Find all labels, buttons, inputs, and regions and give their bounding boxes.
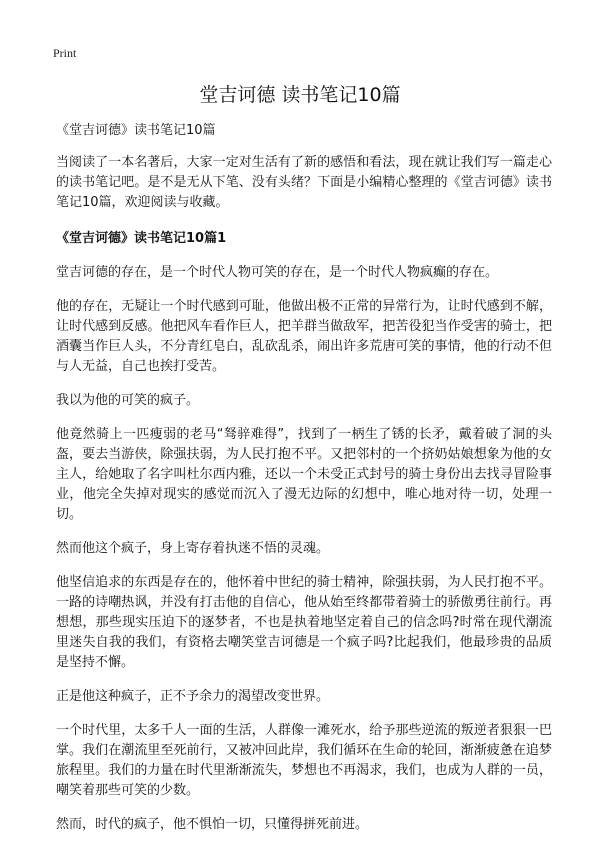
paragraph: 他竟然骑上一匹瘦弱的老马“驽骍难得”，找到了一柄生了锈的长矛，戴着破了洞的头盔，要去当游侠，除强扶弱，为人民打抱不平。又把邻村的一个挤奶姑娘想象为他的女主人，给她取了名字叫杜尔西内雅，还以一个未受正式封号的骑士身份出去找寻冒险事业，他完全失掉对现实的感觉而沉入了漫无边际的幻想中，唯心地对待一切，处理一切。 [56,427,552,522]
paragraph: 他的存在，无疑让一个时代感到可耻，他做出极不正常的异常行为，让时代感到不解，让时代感到反感。他把风车看作巨人，把羊群当做敌军，把苦役犯当作受害的骑士，把酒囊当作巨人头，不分青红皂白，乱砍乱杀，闹出许多荒唐可笑的事情，他的行动不但与人无益，自己也挨打受苦。 [56,299,552,374]
section-heading: 《堂吉诃德》读书笔记10篇1 [56,231,227,246]
paragraph: 一个时代里，太多千人一面的生活，人群像一滩死水，给予那些逆流的叛逆者狠狠一巴掌。我们在潮流里至死前行，又被冲回此岸，我们循环在生命的轮回，渐渐疲惫在追梦旅程里。我们的力量在时代里渐渐流失，梦想也不再渴求，我们，也成为人群的一员，嘲笑着那些可笑的少数。 [56,723,552,798]
article-breadcrumb: 《堂吉诃德》读书笔记10篇 [56,123,216,138]
paragraph: 正是他这种疯子，正不予余力的渴望改变世界。 [56,689,330,704]
paragraph: 他坚信追求的东西是存在的，他怀着中世纪的骑士精神，除强扶弱，为人民打抱不平。一路的诗嘲热讽，并没有打击他的自信心，他从始至终都带着骑士的骄傲勇往前行。再想想，那些现实压迫下的逐梦者，不也是执着地坚定着自己的信念吗?时常在现代潮流里迷失自我的我们，有资格去嘲笑堂吉诃德是一个疯子吗?比起我们，他最珍贵的品质是坚持不懈。 [56,575,552,670]
article-intro: 当阅读了一本名著后，大家一定对生活有了新的感悟和看法，现在就让我们写一篇走心的读书笔记吧。是不是无从下笔、没有头绪？下面是小编精心整理的《堂吉诃德》读书笔记10篇，欢迎阅读与收藏。 [56,155,552,210]
paragraph: 然而，时代的疯子，他不惧怕一切，只懂得拼死前进。 [56,817,369,832]
paragraph: 我以为他的可笑的疯子。 [56,393,200,408]
paragraph: 堂吉诃德的存在，是一个时代人物可笑的存在，是一个时代人物疯癫的存在。 [56,265,499,280]
print-link[interactable]: Print [53,46,77,60]
paragraph: 然而他这个疯子，身上寄存着执迷不悟的灵魂。 [56,541,330,556]
page-title: 堂吉诃德 读书笔记10篇 [199,84,401,106]
article-body [56,121,552,849]
